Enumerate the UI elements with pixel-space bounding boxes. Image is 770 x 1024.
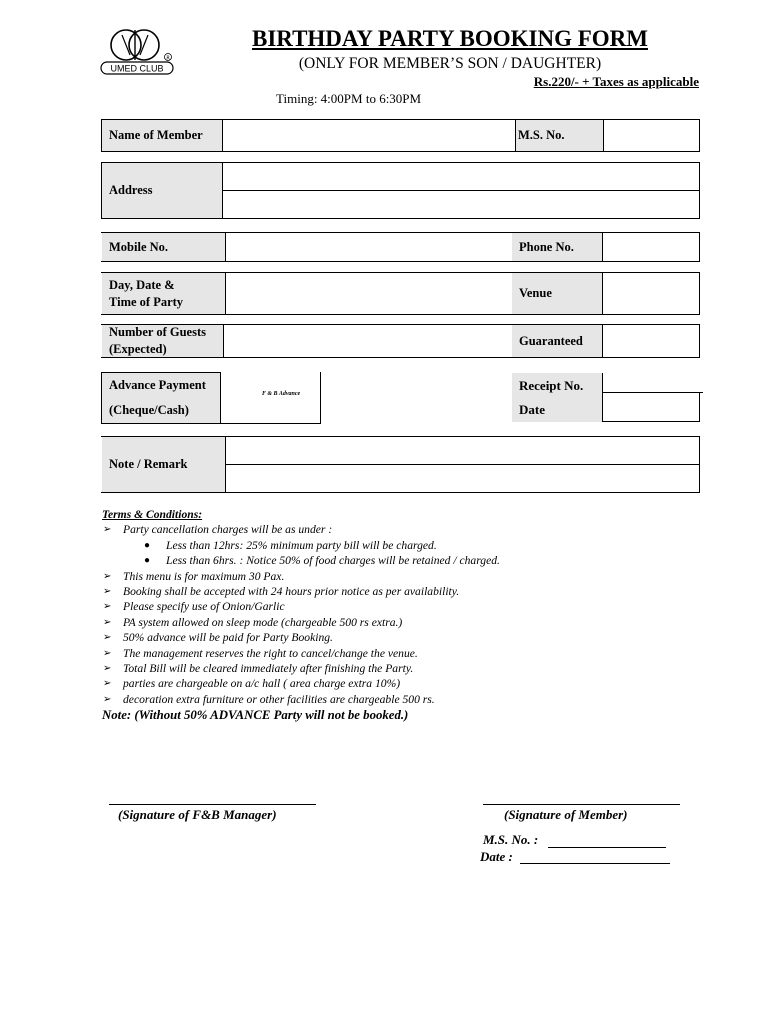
svg-text:R: R bbox=[166, 55, 170, 62]
name-of-member-field[interactable] bbox=[224, 121, 514, 150]
member-signature-line bbox=[483, 804, 680, 805]
arrow-bullet-icon: ➢ bbox=[103, 647, 112, 659]
arrow-bullet-icon: ➢ bbox=[103, 586, 112, 598]
advance-note: Note: (Without 50% ADVANCE Party will not be booked.) bbox=[102, 708, 409, 723]
arrow-bullet-icon: ➢ bbox=[103, 601, 112, 613]
receipt-no-label: Receipt No. bbox=[519, 377, 584, 393]
club-logo bbox=[100, 25, 180, 80]
terms-sub-item-text: Less than 6hrs. : Notice 50% of food charges will be retained / charged. bbox=[166, 554, 500, 568]
timing-note: Timing: 4:00PM to 6:30PM bbox=[276, 91, 422, 106]
logo-text: UMED CLUB bbox=[110, 63, 164, 74]
name-of-member-label: Name of Member bbox=[102, 120, 222, 151]
advance-amount-field[interactable] bbox=[322, 373, 510, 422]
ms-no-field[interactable] bbox=[605, 121, 699, 150]
number-of-guests-field[interactable] bbox=[225, 326, 511, 356]
address-line-2-field[interactable] bbox=[224, 192, 698, 217]
receipt-date-label bbox=[512, 373, 602, 422]
terms-item-text: The management reserves the right to cancel/change the venue. bbox=[123, 646, 418, 660]
member-ms-no-label: M.S. No. : bbox=[483, 832, 539, 847]
venue-label: Venue bbox=[512, 273, 602, 314]
manager-signature-label: (Signature of F&B Manager) bbox=[118, 807, 277, 822]
member-ms-no-line[interactable] bbox=[548, 847, 666, 848]
phone-no-field[interactable] bbox=[604, 234, 698, 260]
terms-item bbox=[102, 692, 722, 707]
form-title: BIRTHDAY PARTY BOOKING FORM bbox=[251, 26, 648, 51]
day-date-time-label: Day, Date & Time of Party bbox=[102, 273, 225, 314]
member-signature-label: (Signature of Member) bbox=[504, 807, 628, 822]
arrow-bullet-icon: ➢ bbox=[103, 678, 112, 690]
price-note: Rs.220/- + Taxes as applicable bbox=[533, 74, 699, 89]
terms-item-text: 50% advance will be paid for Party Booking. bbox=[123, 631, 333, 645]
terms-heading: Terms & Conditions: bbox=[102, 508, 203, 521]
terms-item bbox=[102, 522, 722, 537]
note-remark-label: Note / Remark bbox=[102, 437, 225, 492]
mobile-no-label: Mobile No. bbox=[102, 233, 225, 261]
terms-sub-item bbox=[102, 538, 722, 553]
terms-item bbox=[102, 584, 722, 599]
phone-no-label: Phone No. bbox=[512, 233, 602, 261]
terms-item-text: decoration extra furniture or other facilities are chargeable 500 rs. bbox=[123, 692, 435, 706]
terms-item-text: This menu is for maximum 30 Pax. bbox=[123, 569, 285, 583]
address-label: Address bbox=[102, 163, 222, 218]
terms-sub-item bbox=[102, 553, 722, 568]
guaranteed-field[interactable] bbox=[604, 326, 698, 356]
note-remark-line-1-field[interactable] bbox=[227, 438, 698, 463]
arrow-bullet-icon: ➢ bbox=[103, 632, 112, 644]
receipt-date-field[interactable] bbox=[604, 394, 698, 420]
address-line-1-field[interactable] bbox=[224, 164, 698, 189]
arrow-bullet-icon: ➢ bbox=[103, 570, 112, 582]
member-date-label: Date : bbox=[480, 849, 513, 864]
member-date-line[interactable] bbox=[520, 863, 670, 864]
arrow-bullet-icon: ➢ bbox=[103, 524, 112, 536]
note-remark-line-2-field[interactable] bbox=[227, 466, 698, 491]
form-subtitle: (ONLY FOR MEMBER’S SON / DAUGHTER) bbox=[298, 55, 602, 72]
terms-item-text: Booking shall be accepted with 24 hours prior notice as per availability. bbox=[123, 585, 460, 599]
terms-item bbox=[102, 615, 722, 630]
terms-item bbox=[102, 676, 722, 691]
manager-signature-line bbox=[109, 804, 316, 805]
terms-item-text: parties are chargeable on a/c hall ( area charge extra 10%) bbox=[123, 677, 401, 691]
terms-item-text: PA system allowed on sleep mode (chargeable 500 rs extra.) bbox=[123, 615, 403, 629]
arrow-bullet-icon: ➢ bbox=[103, 616, 112, 628]
date-label: Date bbox=[519, 402, 545, 418]
ms-no-label: M.S. No. bbox=[516, 120, 603, 151]
dot-bullet-icon: ● bbox=[144, 555, 151, 567]
terms-item-text: Party cancellation charges will be as under : bbox=[123, 523, 333, 537]
receipt-no-field[interactable] bbox=[604, 374, 698, 391]
terms-item bbox=[102, 599, 722, 614]
terms-and-conditions bbox=[102, 507, 722, 724]
advance-payment-label: Advance Payment (Cheque/Cash) bbox=[102, 373, 220, 423]
guaranteed-label: Guaranteed bbox=[512, 325, 602, 357]
terms-item bbox=[102, 646, 722, 661]
terms-item bbox=[102, 569, 722, 584]
arrow-bullet-icon: ➢ bbox=[103, 663, 112, 675]
terms-sub-item-text: Less than 12hrs: 25% minimum party bill will be charged. bbox=[166, 538, 437, 552]
fb-advance-field[interactable] bbox=[222, 373, 320, 422]
terms-item bbox=[102, 661, 722, 676]
terms-item-text: Total Bill will be cleared immediately after finishing the Party. bbox=[123, 662, 414, 676]
fb-advance-label: F & B Advance bbox=[262, 391, 301, 397]
terms-item-text: Please specify use of Onion/Garlic bbox=[123, 600, 285, 614]
arrow-bullet-icon: ➢ bbox=[103, 693, 112, 705]
terms-item bbox=[102, 630, 722, 645]
mobile-no-field[interactable] bbox=[227, 234, 511, 260]
venue-field[interactable] bbox=[604, 274, 698, 313]
day-date-time-field[interactable] bbox=[227, 274, 511, 313]
number-of-guests-label: Number of Guests (Expected) bbox=[102, 325, 223, 357]
dot-bullet-icon: ● bbox=[144, 539, 151, 551]
